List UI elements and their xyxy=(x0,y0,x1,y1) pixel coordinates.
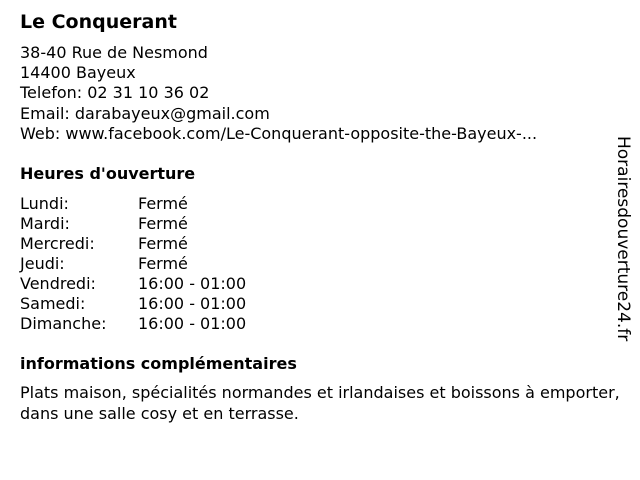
street-address: 38-40 Rue de Nesmond xyxy=(20,43,208,62)
hours-row xyxy=(20,214,246,234)
info-description: Plats maison, spécialités normandes et irlandaises et boissons à emporter, dans une salle cosy et en terrasse. xyxy=(20,383,620,423)
hours-row xyxy=(20,254,246,274)
city-postcode: 14400 Bayeux xyxy=(20,63,136,83)
hours-value: Fermé xyxy=(138,214,188,233)
hours-row xyxy=(20,314,246,334)
day-label: Dimanche: xyxy=(20,314,107,333)
day-label: Lundi: xyxy=(20,194,69,213)
hours-row xyxy=(20,194,246,214)
email-address: Email: darabayeux@gmail.com xyxy=(20,103,270,123)
site-watermark: Horairesdouverture24.fr xyxy=(613,136,633,342)
hours-value: 16:00 - 01:00 xyxy=(138,314,247,333)
hours-value: Fermé xyxy=(138,194,188,213)
website-url: Web: www.facebook.com/Le-Conquerant-opposite-the-Bayeux-... xyxy=(20,123,538,143)
hours-value: 16:00 - 01:00 xyxy=(138,274,247,293)
hours-value: Fermé xyxy=(138,254,188,273)
opening-hours-list xyxy=(20,194,246,334)
hours-value: Fermé xyxy=(138,234,188,253)
day-label: Jeudi: xyxy=(20,254,65,273)
contact-block xyxy=(20,43,537,144)
hours-row xyxy=(20,274,246,294)
phone-number: Telefon: 02 31 10 36 02 xyxy=(20,83,210,103)
hours-row xyxy=(20,294,246,314)
info-heading: informations complémentaires xyxy=(20,354,297,373)
day-label: Samedi: xyxy=(20,294,86,313)
day-label: Mercredi: xyxy=(20,234,95,253)
hours-row xyxy=(20,234,246,254)
day-label: Mardi: xyxy=(20,214,70,233)
hours-value: 16:00 - 01:00 xyxy=(138,294,247,313)
day-label: Vendredi: xyxy=(20,274,96,293)
hours-heading: Heures d'ouverture xyxy=(20,164,196,183)
business-name: Le Conquerant xyxy=(20,11,177,33)
